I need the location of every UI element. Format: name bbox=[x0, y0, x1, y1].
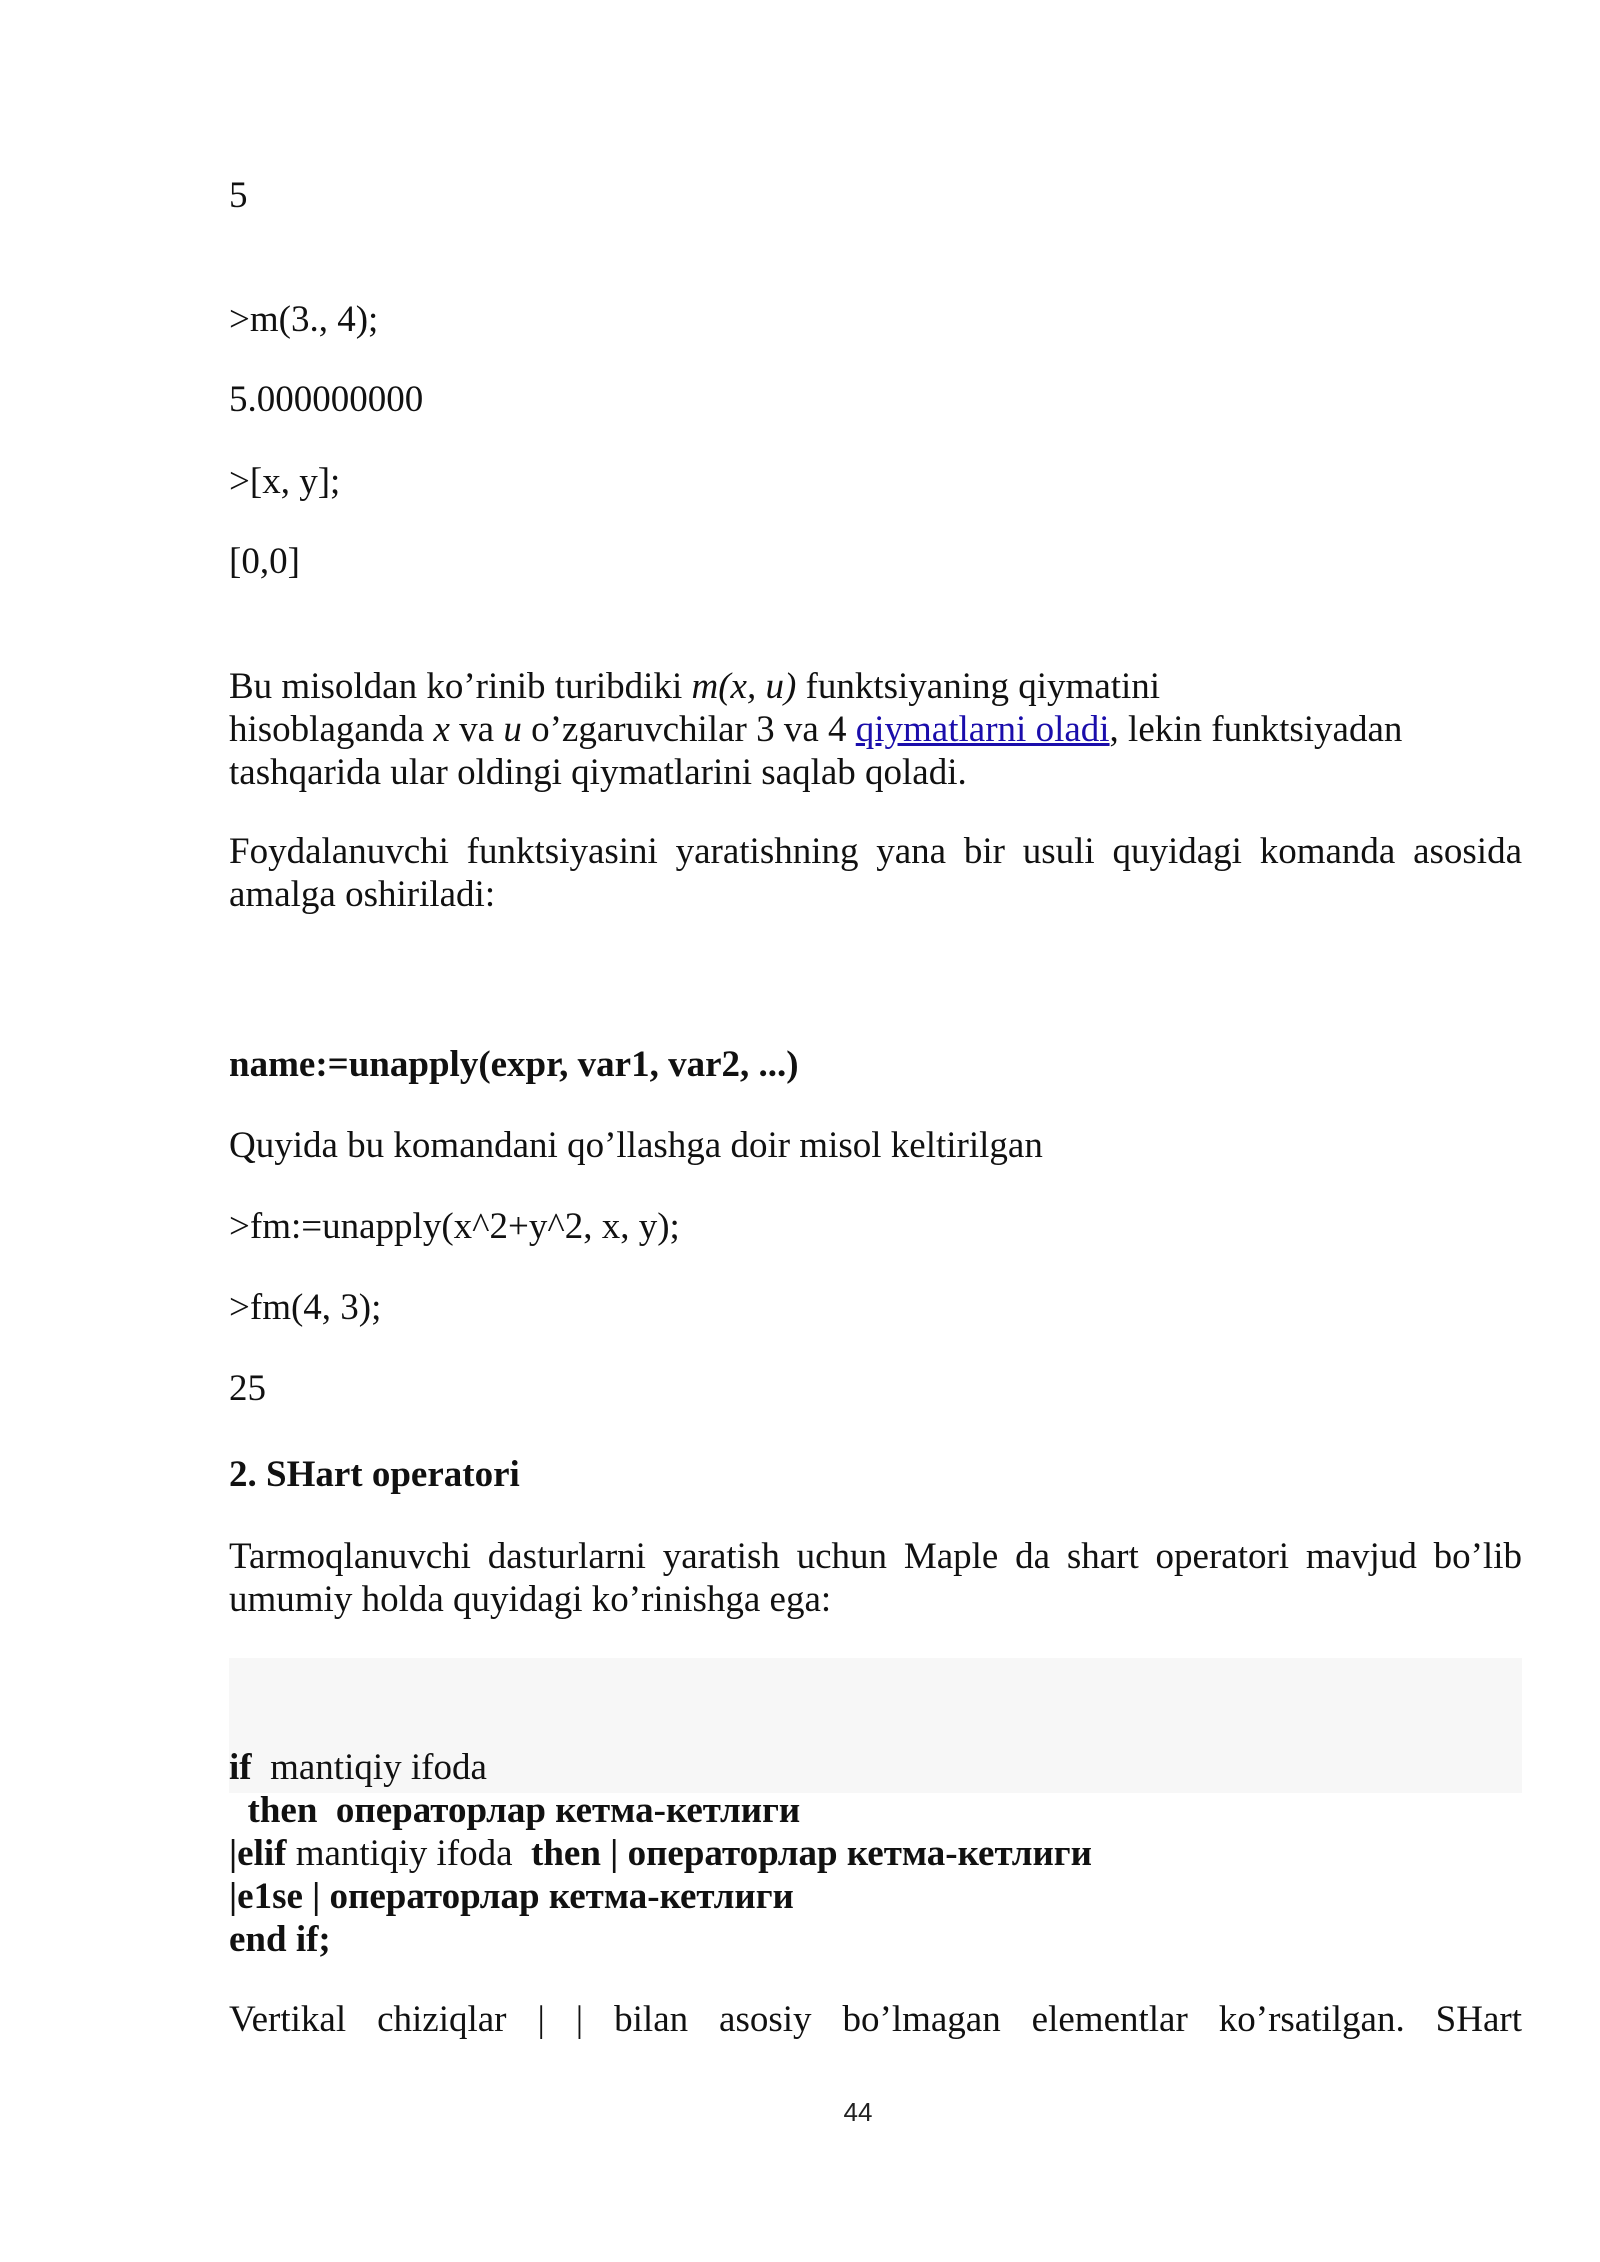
paragraph-explanation bbox=[229, 665, 1522, 794]
output-line: 25 bbox=[229, 1368, 266, 1409]
code-text: mantiqiy ifoda bbox=[286, 1833, 532, 1874]
page-number: 44 bbox=[843, 2097, 873, 2127]
code-row: |e1se | операторлар кетма-кетлиги bbox=[229, 1876, 794, 1917]
example-intro: Quyida bu komandani qo’llashga doir misol keltirilgan bbox=[229, 1125, 1043, 1166]
para-text: tashqarida ular oldingi qiymatlarini saqlab qoladi. bbox=[229, 752, 967, 793]
code-line: >fm(4, 3); bbox=[229, 1287, 382, 1328]
code-block bbox=[229, 1746, 1092, 1961]
para-text: funktsiyaning qiymatini bbox=[796, 666, 1161, 707]
keyword-if: if bbox=[229, 1747, 252, 1788]
paragraph-unapply-intro: Foydalanuvchi funktsiyasini yaratishning yana bir usuli quyidagi komanda asosida amalga oshiriladi: bbox=[229, 831, 1522, 915]
variable-u: u bbox=[503, 709, 522, 750]
output-line: 5.000000000 bbox=[229, 379, 424, 420]
output-line: 5 bbox=[229, 175, 248, 216]
para-text: , lekin funktsiyadan bbox=[1109, 709, 1403, 750]
syntax-line: name:=unapply(expr, var1, var2, ...) bbox=[229, 1044, 799, 1085]
output-line: [0,0] bbox=[229, 541, 300, 582]
para-text: o’zgaruvchilar 3 va 4 bbox=[521, 709, 856, 750]
code-text: then | операторлар кетма-кетлиги bbox=[531, 1833, 1092, 1874]
code-row bbox=[229, 1832, 1092, 1875]
paragraph-vertical-bars: Vertikal chiziqlar | | bilan asosiy bo’lmagan elementlar ko’rsatilgan. SHart bbox=[229, 1999, 1522, 2040]
code-line: >fm:=unapply(x^2+y^2, x, y); bbox=[229, 1206, 680, 1247]
para-text: va bbox=[449, 709, 504, 750]
section-heading: 2. SHart operatori bbox=[229, 1454, 520, 1495]
code-row: end if; bbox=[229, 1919, 331, 1960]
paragraph-conditional-intro: Tarmoqlanuvchi dasturlarni yaratish uchun Maple da shart operatori mavjud bo’lib umumiy holda quyidagi ko’rinishga ega: bbox=[229, 1536, 1522, 1620]
code-row bbox=[229, 1746, 1092, 1789]
keyword-elif: |elif bbox=[229, 1833, 287, 1874]
code-line: >m(3., 4); bbox=[229, 299, 379, 340]
function-name: m(x, u) bbox=[691, 666, 797, 707]
para-text: Bu misoldan ko’rinib turibdiki bbox=[229, 666, 692, 707]
code-text: mantiqiy ifoda bbox=[251, 1747, 487, 1788]
para-text: hisoblaganda bbox=[229, 709, 434, 750]
variable-x: x bbox=[433, 709, 450, 750]
inline-link[interactable]: qiymatlarni oladi bbox=[855, 709, 1110, 750]
code-row: then операторлар кетма-кетлиги bbox=[229, 1790, 801, 1831]
code-line: >[x, y]; bbox=[229, 461, 341, 502]
